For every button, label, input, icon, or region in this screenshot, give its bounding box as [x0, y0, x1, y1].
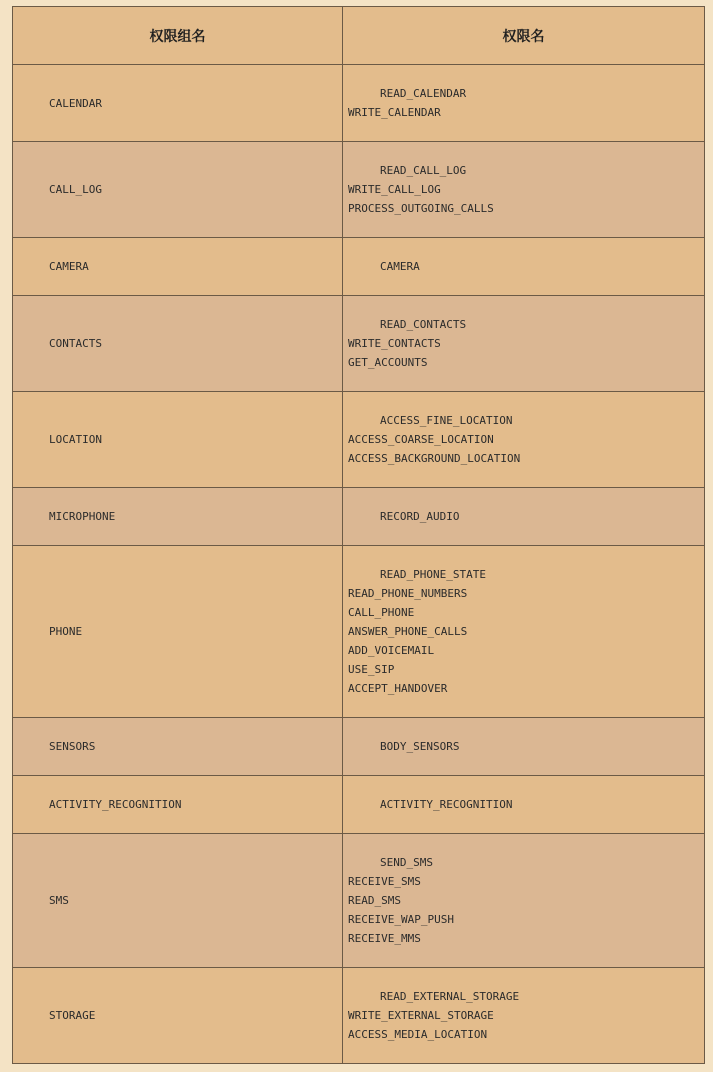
group-cell: ACTIVITY_RECOGNITION: [13, 776, 343, 834]
permission-item: GET_ACCOUNTS: [348, 356, 428, 369]
permission-item: CAMERA: [380, 260, 420, 273]
table-row: [13, 296, 705, 392]
header-permission-name: 权限名: [343, 7, 705, 65]
permission-item: WRITE_CALENDAR: [348, 106, 441, 119]
permissions-cell: [343, 834, 705, 968]
permission-item: READ_SMS: [348, 894, 401, 907]
permission-item: WRITE_CALL_LOG: [348, 183, 441, 196]
table-row: [13, 968, 705, 1064]
group-cell: CAMERA: [13, 238, 343, 296]
table-row: [13, 488, 705, 546]
permission-item: READ_CONTACTS: [380, 318, 467, 331]
table-row: [13, 65, 705, 142]
permissions-cell: [343, 142, 705, 238]
permission-item: RECEIVE_SMS: [348, 875, 421, 888]
permission-item: RECORD_AUDIO: [380, 510, 460, 523]
permissions-cell: [343, 546, 705, 718]
group-cell: STORAGE: [13, 968, 343, 1064]
permission-item: ACCESS_BACKGROUND_LOCATION: [348, 452, 521, 465]
table-row: [13, 392, 705, 488]
table-row: [13, 834, 705, 968]
permissions-cell: [343, 968, 705, 1064]
permissions-cell: [343, 488, 705, 546]
permission-item: CALL_PHONE: [348, 606, 415, 619]
permission-item: ACCESS_COARSE_LOCATION: [348, 433, 494, 446]
group-cell: CALL_LOG: [13, 142, 343, 238]
header-group-name: 权限组名: [13, 7, 343, 65]
permission-item: RECEIVE_WAP_PUSH: [348, 913, 454, 926]
permissions-cell: [343, 776, 705, 834]
permissions-cell: [343, 392, 705, 488]
group-cell: PHONE: [13, 546, 343, 718]
table-row: [13, 776, 705, 834]
table-row: [13, 718, 705, 776]
permission-item: READ_CALL_LOG: [380, 164, 467, 177]
group-cell: CONTACTS: [13, 296, 343, 392]
table-row: [13, 238, 705, 296]
permissions-cell: [343, 65, 705, 142]
group-cell: SENSORS: [13, 718, 343, 776]
permissions-cell: [343, 718, 705, 776]
permissions-cell: [343, 296, 705, 392]
permission-item: READ_CALENDAR: [380, 87, 467, 100]
permission-item: PROCESS_OUTGOING_CALLS: [348, 202, 494, 215]
permission-item: ACCESS_MEDIA_LOCATION: [348, 1028, 488, 1041]
permission-item: USE_SIP: [348, 663, 395, 676]
permission-item: ADD_VOICEMAIL: [348, 644, 435, 657]
permission-item: SEND_SMS: [380, 856, 433, 869]
group-cell: MICROPHONE: [13, 488, 343, 546]
permission-item: ANSWER_PHONE_CALLS: [348, 625, 468, 638]
permission-item: WRITE_CONTACTS: [348, 337, 441, 350]
permission-item: READ_EXTERNAL_STORAGE: [380, 990, 520, 1003]
table-row: [13, 142, 705, 238]
table-row: [13, 546, 705, 718]
group-cell: LOCATION: [13, 392, 343, 488]
group-cell: SMS: [13, 834, 343, 968]
permission-item: ACCEPT_HANDOVER: [348, 682, 448, 695]
permission-item: ACCESS_FINE_LOCATION: [380, 414, 513, 427]
permission-item: BODY_SENSORS: [380, 740, 460, 753]
permissions-cell: [343, 238, 705, 296]
permission-item: ACTIVITY_RECOGNITION: [380, 798, 513, 811]
permission-table: [12, 6, 705, 1064]
header-row: [13, 7, 705, 65]
permission-item: READ_PHONE_NUMBERS: [348, 587, 468, 600]
permission-item: READ_PHONE_STATE: [380, 568, 486, 581]
group-cell: CALENDAR: [13, 65, 343, 142]
permission-item: WRITE_EXTERNAL_STORAGE: [348, 1009, 494, 1022]
permission-item: RECEIVE_MMS: [348, 932, 421, 945]
